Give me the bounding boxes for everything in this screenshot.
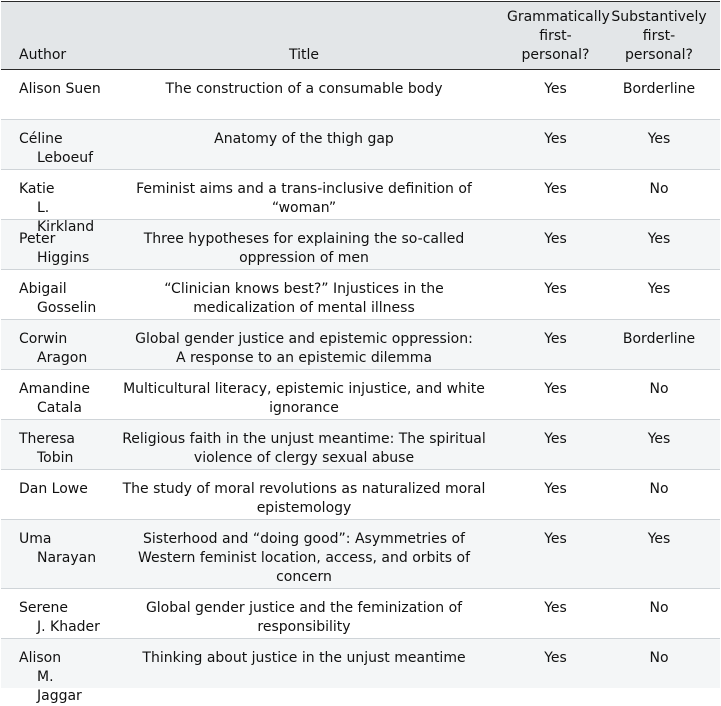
- author-cell: [1, 649, 101, 706]
- author-cell: [1, 330, 101, 368]
- title-cell: [101, 380, 507, 418]
- title-line: medicalization of mental illness: [193, 300, 415, 316]
- author-line: Serene: [19, 600, 69, 616]
- table-row: [1, 320, 720, 370]
- grammatical-cell: Yes: [544, 131, 567, 147]
- author-cell: [1, 180, 101, 237]
- title-line: responsibility: [257, 619, 351, 635]
- author-cell: [1, 280, 101, 318]
- author-line: Corwin: [19, 331, 68, 347]
- author-line: Catala: [37, 400, 82, 416]
- grammatical-cell: Yes: [544, 81, 567, 97]
- grammatical-cell: Yes: [544, 600, 567, 616]
- grammatical-cell: Yes: [544, 481, 567, 497]
- title-line: Feminist aims and a trans-inclusive definition of: [136, 181, 472, 197]
- grammatical-cell: Yes: [544, 650, 567, 666]
- title-line: epistemology: [256, 500, 352, 516]
- title-line: “woman”: [271, 200, 337, 216]
- title-line: “Clinician knows best?” Injustices in the: [164, 281, 444, 297]
- title-cell: [101, 230, 507, 268]
- author-line: Alison: [19, 650, 62, 666]
- substantive-cell: No: [649, 481, 669, 497]
- header-substantive-line: personal?: [625, 47, 693, 63]
- substantive-cell: Yes: [647, 531, 671, 547]
- title-line: violence of clergy sexual abuse: [193, 450, 415, 466]
- grammatical-cell: Yes: [544, 431, 567, 447]
- author-cell: [1, 530, 101, 568]
- grammatical-cell: Yes: [544, 381, 567, 397]
- title-line: Western feminist location, access, and orbits of: [137, 550, 471, 566]
- title-cell: [101, 530, 507, 587]
- grammatical-cell: Yes: [544, 281, 567, 297]
- grammatical-cell: Yes: [544, 181, 567, 197]
- author-line: Aragon: [37, 350, 88, 366]
- substantive-cell: No: [649, 600, 669, 616]
- author-line: Dan Lowe: [19, 481, 88, 497]
- header-substantive-line: Substantively: [611, 9, 707, 25]
- title-line: Anatomy of the thigh gap: [214, 131, 394, 147]
- author-line: Céline: [19, 131, 63, 147]
- author-line: Alison Suen: [19, 81, 101, 97]
- table-row: [1, 470, 720, 520]
- author-line: Tobin: [37, 450, 74, 466]
- substantive-cell: No: [649, 650, 669, 666]
- title-cell: [101, 430, 507, 468]
- title-line: Sisterhood and “doing good”: Asymmetries of: [143, 531, 465, 547]
- author-cell: [1, 230, 101, 268]
- header-title: Title: [288, 47, 319, 63]
- substantive-cell: No: [649, 381, 669, 397]
- author-cell: [1, 480, 101, 499]
- table-row: [1, 120, 720, 170]
- substantive-cell: Borderline: [622, 81, 696, 97]
- author-line: Narayan: [37, 550, 97, 566]
- title-line: Thinking about justice in the unjust meantime: [142, 650, 466, 666]
- title-line: ignorance: [269, 400, 339, 416]
- table-row: [1, 520, 720, 589]
- grammatical-cell: Yes: [544, 231, 567, 247]
- header-grammatical-line: Grammatically: [507, 9, 610, 25]
- grammatical-cell: Yes: [544, 331, 567, 347]
- table-row: [1, 370, 720, 420]
- title-line: Global gender justice and epistemic oppression:: [135, 331, 473, 347]
- author-cell: [1, 430, 101, 468]
- title-cell: [101, 180, 507, 218]
- author-line: Abigail: [19, 281, 67, 297]
- author-line: Higgins: [37, 250, 90, 266]
- title-line: Global gender justice and the feminization of: [145, 600, 463, 616]
- header-substantive: [604, 8, 714, 69]
- header-substantive-line: first-: [642, 28, 676, 44]
- author-line: Peter: [19, 231, 56, 247]
- table-row: [1, 589, 720, 639]
- table-row: [1, 639, 720, 704]
- title-line: Religious faith in the unjust meantime: The spiritual: [122, 431, 486, 447]
- title-line: The construction of a consumable body: [165, 81, 443, 97]
- substantive-cell: Borderline: [622, 331, 696, 347]
- header-grammatical-line: personal?: [521, 47, 590, 63]
- table-row: [1, 420, 720, 470]
- title-line: oppression of men: [239, 250, 369, 266]
- header-grammatical: [507, 8, 610, 69]
- substantive-cell: No: [649, 181, 669, 197]
- grammatical-cell: Yes: [544, 531, 567, 547]
- author-line: Uma: [19, 531, 52, 547]
- title-cell: [101, 280, 507, 318]
- title-line: The study of moral revolutions as naturalized moral: [122, 481, 486, 497]
- table-body: [1, 70, 720, 704]
- header-author: Author: [19, 47, 67, 63]
- table-row: [1, 70, 720, 120]
- title-line: Three hypotheses for explaining the so-called: [143, 231, 465, 247]
- author-line: J. Khader: [37, 619, 100, 635]
- author-line: Leboeuf: [37, 150, 94, 166]
- author-line: Gosselin: [37, 300, 97, 316]
- author-line: Katie: [19, 181, 55, 197]
- title-cell: [101, 130, 507, 149]
- table-row: [1, 170, 720, 235]
- substantive-cell: Yes: [647, 431, 671, 447]
- title-cell: [101, 649, 507, 668]
- author-line: M. Jaggar: [37, 669, 82, 704]
- header-grammatical-line: first-: [539, 28, 572, 44]
- table-header: [1, 2, 720, 70]
- title-cell: [101, 599, 507, 637]
- author-line: Theresa: [19, 431, 75, 447]
- title-cell: [101, 80, 507, 99]
- author-cell: [1, 80, 101, 99]
- substantive-cell: Yes: [647, 281, 671, 297]
- table-row: [1, 220, 720, 270]
- author-cell: [1, 380, 101, 418]
- title-line: concern: [276, 569, 332, 585]
- title-line: A response to an epistemic dilemma: [175, 350, 433, 366]
- author-cell: [1, 130, 101, 168]
- table-row: [1, 270, 720, 320]
- substantive-cell: Yes: [647, 131, 671, 147]
- substantive-cell: Yes: [647, 231, 671, 247]
- title-cell: [101, 330, 507, 368]
- title-line: Multicultural literacy, epistemic injustice, and white: [123, 381, 485, 397]
- author-cell: [1, 599, 101, 637]
- title-cell: [101, 480, 507, 518]
- author-line: Amandine: [19, 381, 90, 397]
- author-line: L. Kirkland: [37, 200, 95, 235]
- essays-table: [1, 1, 720, 704]
